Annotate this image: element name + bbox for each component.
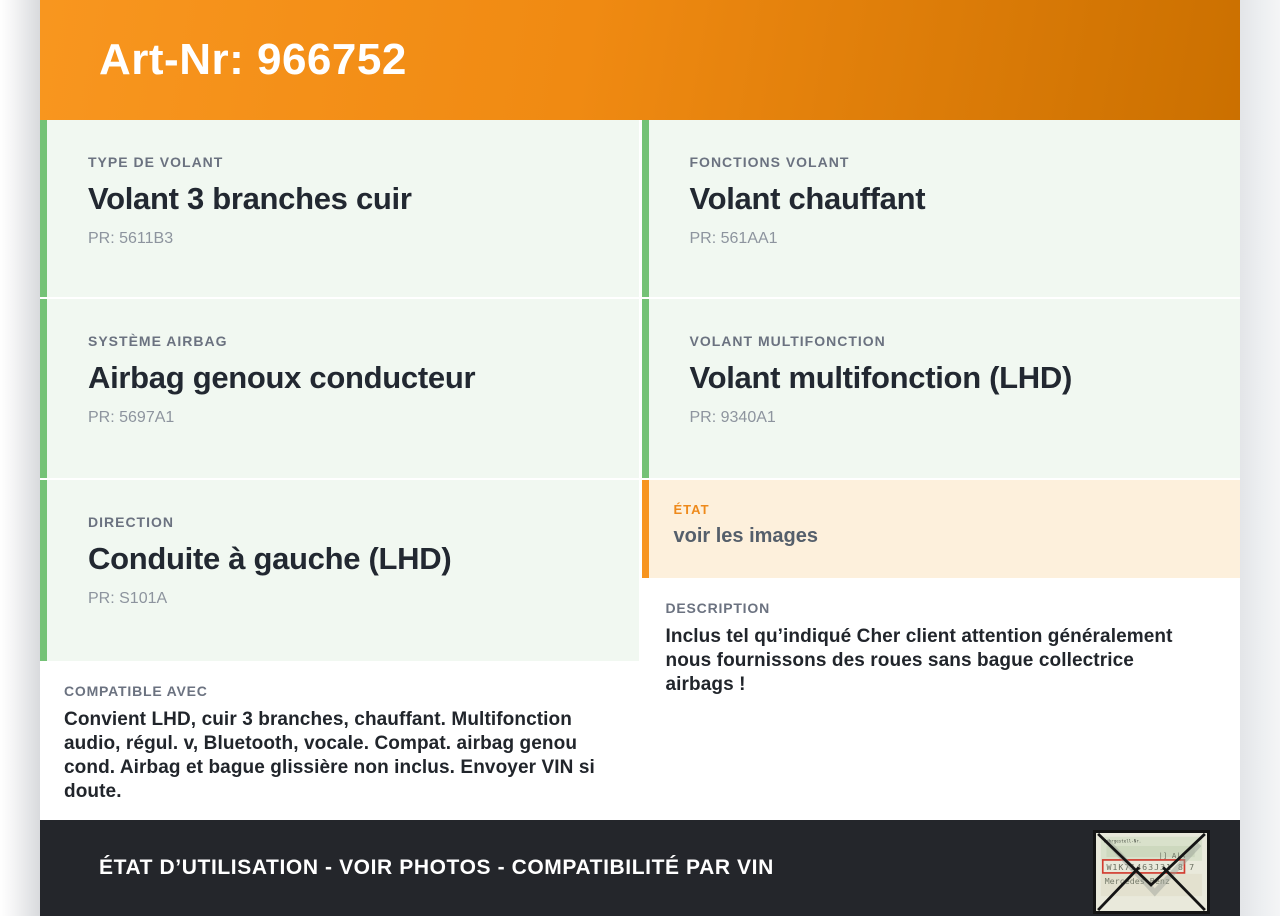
right-column xyxy=(642,120,1241,820)
card-value: Volant multifonction (LHD) xyxy=(689,360,1073,395)
vin-envelope-image xyxy=(1093,830,1210,914)
compatible-section xyxy=(40,663,639,820)
card-fonctions-volant xyxy=(642,120,1241,297)
left-column xyxy=(40,120,639,820)
card-value: Airbag genoux conducteur xyxy=(88,360,476,395)
card-pr-code: PR: 5611B3 xyxy=(88,230,174,247)
card-label: DIRECTION xyxy=(88,514,174,530)
card-label: SYSTÈME AIRBAG xyxy=(88,333,228,349)
etat-value: voir les images xyxy=(673,525,819,547)
content-panel xyxy=(40,0,1240,916)
vin-document-graphic xyxy=(1096,833,1207,911)
article-number-title: Art-Nr: 966752 xyxy=(99,35,407,84)
card-systeme-airbag xyxy=(40,299,639,478)
card-label: VOLANT MULTIFONCTION xyxy=(689,333,886,349)
card-pr-code: PR: S101A xyxy=(88,590,168,607)
footer-notice: ÉTAT D’UTILISATION - VOIR PHOTOS - COMPATIBILITÉ PAR VIN xyxy=(99,856,774,879)
vin-suffix: 7 xyxy=(1189,862,1195,873)
fahrgestell-label: Fahrgestell-Nr. xyxy=(1103,838,1142,844)
compatible-label: COMPATIBLE AVEC xyxy=(64,683,208,699)
card-pr-code: PR: 9340A1 xyxy=(689,409,776,426)
card-value: Volant chauffant xyxy=(689,181,926,216)
vin-text: W1K71463J31 8 xyxy=(1106,862,1184,873)
card-etat xyxy=(642,480,1241,578)
card-value: Volant 3 branches cuir xyxy=(88,181,412,216)
card-label: FONCTIONS VOLANT xyxy=(689,154,850,170)
card-value: Conduite à gauche (LHD) xyxy=(88,541,452,576)
footer-bar xyxy=(40,820,1240,916)
card-direction xyxy=(40,480,639,661)
description-label: DESCRIPTION xyxy=(665,600,770,616)
description-section xyxy=(642,580,1241,820)
card-pr-code: PR: 5697A1 xyxy=(88,409,175,426)
description-text: Inclus tel qu’indiqué Cher client attention généralement nous fournissons des roues sans bague collectrice airbags ! xyxy=(665,626,1173,695)
card-volant-multifonction xyxy=(642,299,1241,478)
brand-text: Mercedes-Benz xyxy=(1104,876,1170,887)
card-type-de-volant xyxy=(40,120,639,297)
page-right-gutter xyxy=(1240,0,1280,916)
header-banner xyxy=(40,0,1240,120)
etat-label: ÉTAT xyxy=(673,502,710,517)
attributes-grid xyxy=(40,120,1240,820)
svg-text:|] A|A: |] A|A xyxy=(1158,851,1186,861)
compatible-text: Convient LHD, cuir 3 branches, chauffant. Multifonction audio, régul. v, Bluetooth, vocale. Compat. airbag genou cond. Airbag et bague glissière non inclus. Envoyer VIN si doute. xyxy=(64,709,595,802)
card-pr-code: PR: 561AA1 xyxy=(689,230,778,247)
page-left-gutter xyxy=(0,0,40,916)
card-label: TYPE DE VOLANT xyxy=(88,154,224,170)
